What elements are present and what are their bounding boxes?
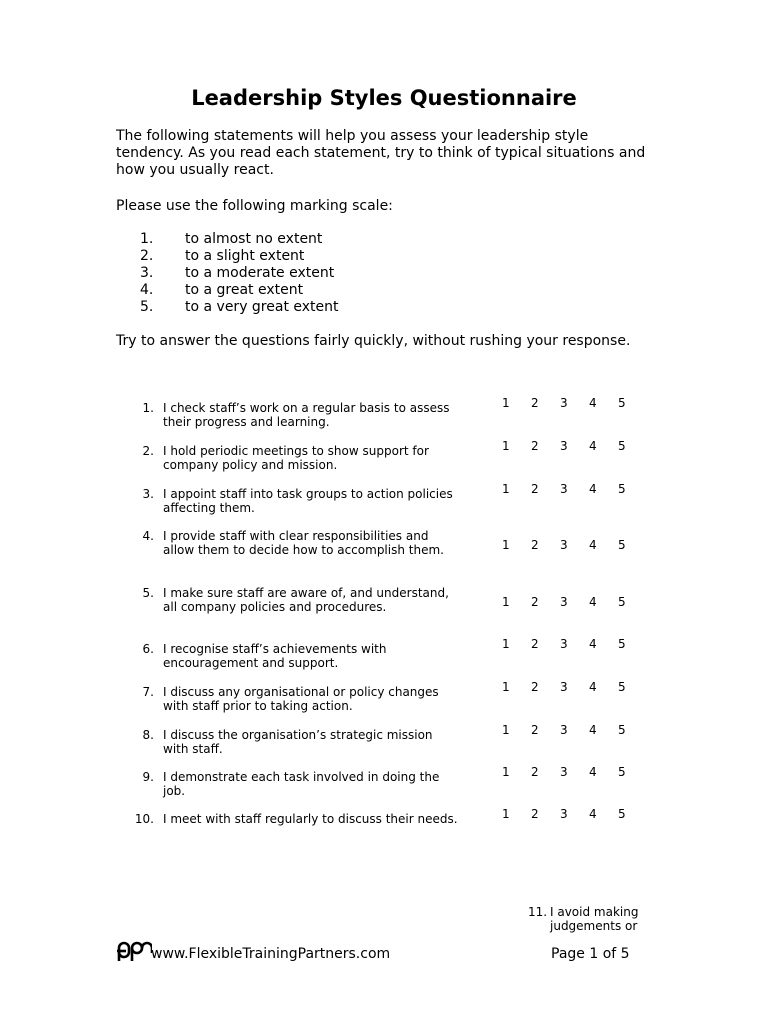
rating-option[interactable]: 3 — [560, 396, 568, 410]
page-title: Leadership Styles Questionnaire — [191, 86, 577, 110]
question-number: 6. — [142, 642, 154, 656]
question-text: I check staff’s work on a regular basis to assess their progress and learning. — [163, 401, 450, 429]
rating-option[interactable]: 3 — [560, 765, 568, 779]
rating-option[interactable]: 3 — [560, 723, 568, 737]
question-text: I hold periodic meetings to show support for company policy and mission. — [163, 444, 429, 472]
scale-number: 5. — [140, 299, 154, 315]
instructions-paragraph: Try to answer the questions fairly quickly, without rushing your response. — [116, 333, 631, 349]
rating-option[interactable]: 1 — [502, 765, 510, 779]
rating-scale — [502, 807, 647, 821]
rating-option[interactable]: 3 — [560, 482, 568, 496]
question-number: 2. — [142, 444, 154, 458]
rating-option[interactable]: 1 — [502, 723, 510, 737]
rating-option[interactable]: 5 — [618, 396, 626, 410]
question-text: I demonstrate each task involved in doing the job. — [163, 770, 440, 798]
scale-item — [140, 231, 339, 248]
question-text: I appoint staff into task groups to action policies affecting them. — [163, 487, 453, 515]
rating-option[interactable]: 2 — [531, 765, 539, 779]
question-number: 4. — [142, 529, 154, 543]
question-number: 9. — [142, 770, 154, 784]
question-text: I discuss any organisational or policy changes with staff prior to taking action. — [163, 685, 439, 713]
rating-scale — [502, 680, 647, 694]
fp-logo-icon — [116, 939, 152, 963]
scale-intro: Please use the following marking scale: — [116, 198, 393, 214]
marking-scale-list — [140, 231, 339, 316]
scale-label: to a very great extent — [185, 299, 339, 315]
rating-option[interactable]: 2 — [531, 396, 539, 410]
rating-option[interactable]: 1 — [502, 807, 510, 821]
rating-option[interactable]: 5 — [618, 538, 626, 552]
scale-label: to almost no extent — [185, 231, 323, 247]
rating-option[interactable]: 2 — [531, 538, 539, 552]
rating-option[interactable]: 3 — [560, 680, 568, 694]
rating-option[interactable]: 4 — [589, 807, 597, 821]
rating-option[interactable]: 5 — [618, 680, 626, 694]
rating-option[interactable]: 2 — [531, 482, 539, 496]
question-number: 3. — [142, 487, 154, 501]
rating-option[interactable]: 3 — [560, 538, 568, 552]
scale-label: to a great extent — [185, 282, 304, 298]
rating-option[interactable]: 5 — [618, 807, 626, 821]
rating-option[interactable]: 4 — [589, 538, 597, 552]
rating-option[interactable]: 3 — [560, 595, 568, 609]
rating-option[interactable]: 1 — [502, 396, 510, 410]
rating-scale — [502, 482, 647, 496]
rating-option[interactable]: 5 — [618, 482, 626, 496]
question-text: I meet with staff regularly to discuss their needs. — [163, 812, 458, 826]
rating-option[interactable]: 4 — [589, 723, 597, 737]
question-text-line: judgements or — [550, 919, 638, 933]
rating-option[interactable]: 5 — [618, 439, 626, 453]
scale-label: to a moderate extent — [185, 265, 335, 281]
rating-option[interactable]: 2 — [531, 807, 539, 821]
rating-scale — [502, 595, 647, 609]
question-text: I recognise staff’s achievements with encouragement and support. — [163, 642, 387, 670]
rating-option[interactable]: 4 — [589, 396, 597, 410]
question-text: I discuss the organisation’s strategic mission with staff. — [163, 728, 433, 756]
question-number: 8. — [142, 728, 154, 742]
rating-scale — [502, 765, 647, 779]
scale-item — [140, 248, 339, 265]
question-number: 10. — [134, 812, 154, 826]
scale-number: 4. — [140, 282, 154, 298]
scale-label: to a slight extent — [185, 248, 305, 264]
rating-option[interactable]: 4 — [589, 765, 597, 779]
footer-url: www.FlexibleTrainingPartners.com — [151, 946, 391, 962]
rating-option[interactable]: 2 — [531, 680, 539, 694]
rating-option[interactable]: 5 — [618, 765, 626, 779]
question-text: I make sure staff are aware of, and understand, all company policies and procedures. — [163, 586, 449, 614]
rating-option[interactable]: 5 — [618, 723, 626, 737]
scale-number: 1. — [140, 231, 154, 247]
rating-option[interactable]: 5 — [618, 637, 626, 651]
rating-option[interactable]: 2 — [531, 723, 539, 737]
question-number: 5. — [142, 586, 154, 600]
rating-option[interactable]: 1 — [502, 482, 510, 496]
scale-item — [140, 282, 339, 299]
scale-item — [140, 265, 339, 282]
rating-option[interactable]: 2 — [531, 595, 539, 609]
question-number: 1. — [142, 401, 154, 415]
rating-scale — [502, 637, 647, 651]
rating-option[interactable]: 1 — [502, 439, 510, 453]
rating-option[interactable]: 3 — [560, 637, 568, 651]
rating-option[interactable]: 1 — [502, 538, 510, 552]
rating-option[interactable]: 4 — [589, 439, 597, 453]
scale-number: 2. — [140, 248, 154, 264]
question-text-line: I avoid making — [550, 905, 639, 919]
question-number: 7. — [142, 685, 154, 699]
rating-scale — [502, 396, 647, 410]
rating-option[interactable]: 5 — [618, 595, 626, 609]
intro-paragraph: The following statements will help you assess your leadership style tendency. As you read each statement, try to think of typical situations and how you usually react. — [116, 128, 646, 178]
rating-option[interactable]: 2 — [531, 637, 539, 651]
rating-scale — [502, 538, 647, 552]
rating-option[interactable]: 4 — [589, 680, 597, 694]
rating-scale — [502, 723, 647, 737]
question-number: 11. — [528, 905, 548, 919]
rating-option[interactable]: 1 — [502, 595, 510, 609]
rating-option[interactable]: 1 — [502, 680, 510, 694]
page-number: Page 1 of 5 — [551, 946, 630, 962]
rating-option[interactable]: 3 — [560, 439, 568, 453]
question-11-partial — [528, 905, 638, 933]
rating-option[interactable]: 1 — [502, 637, 510, 651]
question-text: I provide staff with clear responsibilities and allow them to decide how to accomplish them. — [163, 529, 444, 557]
rating-option[interactable]: 3 — [560, 807, 568, 821]
scale-item — [140, 299, 339, 316]
rating-option[interactable]: 2 — [531, 439, 539, 453]
scale-number: 3. — [140, 265, 154, 281]
rating-scale — [502, 439, 647, 453]
rating-option[interactable]: 4 — [589, 595, 597, 609]
rating-option[interactable]: 4 — [589, 482, 597, 496]
rating-option[interactable]: 4 — [589, 637, 597, 651]
